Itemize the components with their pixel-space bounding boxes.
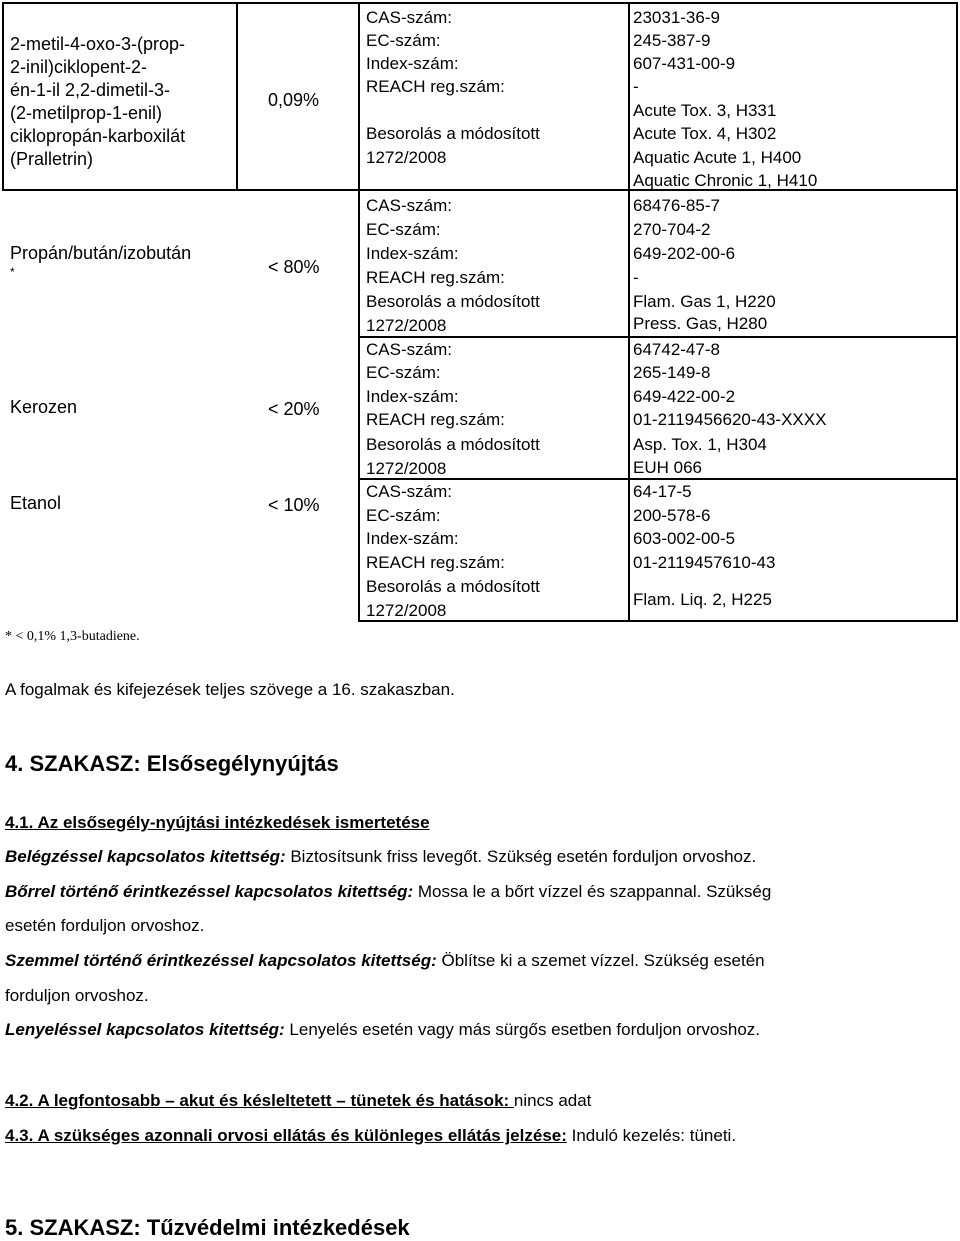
substance-name: Etanol <box>10 493 62 513</box>
eye-paragraph <box>5 950 765 972</box>
index-value: 607-431-00-9 <box>633 54 736 73</box>
cas-value: 23031-36-9 <box>633 8 720 27</box>
inhalation-text: Biztosítsunk friss levegőt. Szükség esetén forduljon orvoshoz. <box>285 847 757 866</box>
cas-value: 64742-47-8 <box>633 340 720 359</box>
concentration: < 20% <box>268 399 320 419</box>
classification-value: Aquatic Acute 1, H400 <box>633 148 802 167</box>
footnote: * < 0,1% 1,3-butadiene. <box>5 629 140 644</box>
classification-label: Besorolás a módosított <box>366 577 540 596</box>
inhalation-paragraph <box>5 846 756 868</box>
index-label: Index-szám: <box>366 529 459 548</box>
classification-label-regulation: 1272/2008 <box>366 148 447 167</box>
table-col-divider <box>358 2 360 622</box>
cas-label: CAS-szám: <box>366 8 452 27</box>
reach-value: 01-2119456620-43-XXXX <box>633 410 827 429</box>
index-label: Index-szám: <box>366 54 459 73</box>
ingestion-paragraph <box>5 1019 760 1041</box>
subsection-4-2 <box>5 1090 591 1112</box>
skin-text: Mossa le a bőrt vízzel és szappannal. Szükség <box>413 882 772 901</box>
skin-label: Bőrrel történő érintkezéssel kapcsolatos kitettség: <box>5 882 414 901</box>
subsection-4-3-text: Induló kezelés: tüneti. <box>566 1126 737 1145</box>
ec-label: EC-szám: <box>366 220 441 239</box>
eye-text: Öblítse ki a szemet vízzel. Szükség esetén <box>436 951 765 970</box>
classification-label: Besorolás a módosított <box>366 124 540 143</box>
classification-value: Aquatic Chronic 1, H410 <box>633 171 818 190</box>
reach-label: REACH reg.szám: <box>366 77 505 96</box>
name-line: (Pralletrin) <box>10 149 94 169</box>
table-border-bottom <box>358 620 958 622</box>
concentration: 0,09% <box>268 90 320 110</box>
ec-label: EC-szám: <box>366 363 441 382</box>
subsection-4-2-text: nincs adat <box>513 1091 592 1110</box>
name-line: 2-inil)ciklopent-2- <box>10 57 148 77</box>
table-border-left <box>2 2 4 189</box>
index-value: 649-422-00-2 <box>633 387 736 406</box>
ec-value: 200-578-6 <box>633 506 711 525</box>
classification-value: Asp. Tox. 1, H304 <box>633 435 767 454</box>
ec-label: EC-szám: <box>366 31 441 50</box>
cas-label: CAS-szám: <box>366 340 452 359</box>
reach-label: REACH reg.szám: <box>366 553 505 572</box>
table-border-right <box>956 2 958 622</box>
reach-value: - <box>633 268 639 287</box>
reach-label: REACH reg.szám: <box>366 410 505 429</box>
classification-label: Besorolás a módosított <box>366 292 540 311</box>
name-line: (2-metilprop-1-enil) <box>10 103 163 123</box>
index-label: Index-szám: <box>366 244 459 263</box>
classification-label-regulation: 1272/2008 <box>366 459 447 478</box>
concentration: < 80% <box>268 257 320 277</box>
ingestion-text: Lenyelés esetén vagy más sürgős esetben forduljon orvoshoz. <box>284 1020 761 1039</box>
table-row-divider <box>358 478 958 480</box>
eye-text-continued: forduljon orvoshoz. <box>5 986 149 1005</box>
table-row-divider <box>358 336 958 338</box>
subsection-4-1-title: 4.1. Az elsősegély-nyújtási intézkedések ismertetése <box>5 813 430 832</box>
skin-text-continued: esetén forduljon orvoshoz. <box>5 916 205 935</box>
name-line: ciklopropán-karboxilát <box>10 126 186 146</box>
cas-value: 64-17-5 <box>633 482 692 501</box>
definitions-note: A fogalmak és kifejezések teljes szövege a 16. szakaszban. <box>5 680 455 699</box>
ec-value: 265-149-8 <box>633 363 711 382</box>
ec-value: 270-704-2 <box>633 220 711 239</box>
ingestion-label: Lenyeléssel kapcsolatos kitettség: <box>5 1020 285 1039</box>
eye-label: Szemmel történő érintkezéssel kapcsolatos kitettség: <box>5 951 437 970</box>
footnote-marker: * <box>10 265 15 279</box>
name-line: 2-metil-4-oxo-3-(prop- <box>10 34 186 54</box>
classification-label-regulation: 1272/2008 <box>366 601 447 620</box>
classification-value: Acute Tox. 3, H331 <box>633 101 777 120</box>
concentration: < 10% <box>268 495 320 515</box>
ec-value: 245-387-9 <box>633 31 711 50</box>
table-col-divider <box>236 2 238 189</box>
section-5-title: 5. SZAKASZ: Tűzvédelmi intézkedések <box>5 1215 410 1240</box>
classification-label: Besorolás a módosított <box>366 435 540 454</box>
table-border-top <box>2 2 958 4</box>
subsection-4-2-title: 4.2. A legfontosabb – akut és késleltetett – tünetek és hatások: <box>5 1091 514 1110</box>
classification-value: Flam. Gas 1, H220 <box>633 292 776 311</box>
reach-value: 01-2119457610-43 <box>633 553 776 572</box>
section-4-title: 4. SZAKASZ: Elsősegélynyújtás <box>5 751 339 776</box>
subsection-4-3-title: 4.3. A szükséges azonnali orvosi ellátás és különleges ellátás jelzése: <box>5 1126 567 1145</box>
classification-label-regulation: 1272/2008 <box>366 316 447 335</box>
subsection-4-3 <box>5 1125 736 1147</box>
cas-value: 68476-85-7 <box>633 196 720 215</box>
name-line: én-1-il 2,2-dimetil-3- <box>10 80 171 100</box>
index-label: Index-szám: <box>366 387 459 406</box>
classification-value: EUH 066 <box>633 458 702 477</box>
cas-label: CAS-szám: <box>366 482 452 501</box>
cas-label: CAS-szám: <box>366 196 452 215</box>
substance-name: Kerozen <box>10 397 78 417</box>
substance-name: Propán/bután/izobután <box>10 243 192 263</box>
skin-paragraph <box>5 881 771 903</box>
index-value: 649-202-00-6 <box>633 244 736 263</box>
index-value: 603-002-00-5 <box>633 529 736 548</box>
inhalation-label: Belégzéssel kapcsolatos kitettség: <box>5 847 286 866</box>
classification-value: Acute Tox. 4, H302 <box>633 124 777 143</box>
reach-value: - <box>633 77 639 96</box>
classification-value: Flam. Liq. 2, H225 <box>633 590 772 609</box>
classification-value: Press. Gas, H280 <box>633 314 768 333</box>
table-col-divider <box>628 2 630 622</box>
reach-label: REACH reg.szám: <box>366 268 505 287</box>
ec-label: EC-szám: <box>366 506 441 525</box>
